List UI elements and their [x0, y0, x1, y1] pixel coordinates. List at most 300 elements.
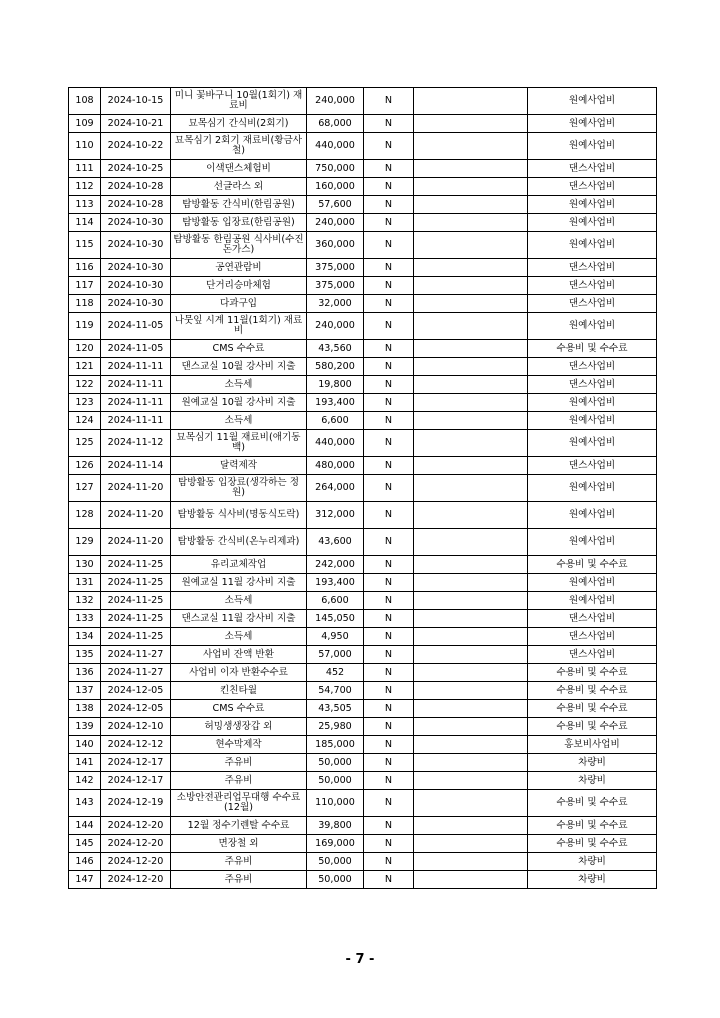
description-cell: 킨친타월 [171, 682, 307, 700]
flag-cell: N [364, 592, 414, 610]
table-row [69, 610, 657, 628]
date-cell: 2024-11-20 [101, 529, 171, 556]
description-cell: 댄스교실 10월 강사비 지출 [171, 358, 307, 376]
row-number: 136 [69, 664, 101, 682]
amount-cell: 110,000 [307, 790, 364, 817]
amount-cell: 240,000 [307, 313, 364, 340]
category-cell: 원예사업비 [528, 115, 657, 133]
date-cell: 2024-11-11 [101, 358, 171, 376]
date-cell: 2024-11-11 [101, 376, 171, 394]
flag-cell: N [364, 358, 414, 376]
date-cell: 2024-10-30 [101, 259, 171, 277]
row-number: 122 [69, 376, 101, 394]
flag-cell: N [364, 430, 414, 457]
description-cell: 나뭇잎 시계 11월(1회기) 재료비 [171, 313, 307, 340]
table-row [69, 835, 657, 853]
row-number: 129 [69, 529, 101, 556]
flag-cell: N [364, 736, 414, 754]
flag-cell: N [364, 394, 414, 412]
date-cell: 2024-11-25 [101, 574, 171, 592]
empty-cell [414, 160, 528, 178]
table-row [69, 736, 657, 754]
date-cell: 2024-11-25 [101, 610, 171, 628]
flag-cell: N [364, 196, 414, 214]
flag-cell: N [364, 457, 414, 475]
row-number: 133 [69, 610, 101, 628]
category-cell: 원예사업비 [528, 430, 657, 457]
row-number: 125 [69, 430, 101, 457]
category-cell: 원예사업비 [528, 475, 657, 502]
amount-cell: 43,560 [307, 340, 364, 358]
date-cell: 2024-10-15 [101, 88, 171, 115]
date-cell: 2024-10-21 [101, 115, 171, 133]
category-cell: 원예사업비 [528, 214, 657, 232]
empty-cell [414, 790, 528, 817]
description-cell: 선글라스 외 [171, 178, 307, 196]
row-number: 112 [69, 178, 101, 196]
date-cell: 2024-12-17 [101, 754, 171, 772]
table-row [69, 295, 657, 313]
row-number: 134 [69, 628, 101, 646]
row-number: 120 [69, 340, 101, 358]
category-cell: 댄스사업비 [528, 160, 657, 178]
table-row [69, 502, 657, 529]
category-cell: 댄스사업비 [528, 610, 657, 628]
category-cell: 댄스사업비 [528, 295, 657, 313]
category-cell: 수용비 및 수수료 [528, 817, 657, 835]
description-cell: 면장철 외 [171, 835, 307, 853]
empty-cell [414, 412, 528, 430]
table-row [69, 628, 657, 646]
amount-cell: 193,400 [307, 394, 364, 412]
amount-cell: 145,050 [307, 610, 364, 628]
date-cell: 2024-10-30 [101, 277, 171, 295]
flag-cell: N [364, 772, 414, 790]
date-cell: 2024-12-17 [101, 772, 171, 790]
description-cell: 허밍생생장갑 외 [171, 718, 307, 736]
empty-cell [414, 664, 528, 682]
description-cell: 다과구입 [171, 295, 307, 313]
description-cell: 사업비 이자 반환수수료 [171, 664, 307, 682]
flag-cell: N [364, 295, 414, 313]
description-cell: 달력제작 [171, 457, 307, 475]
empty-cell [414, 871, 528, 889]
date-cell: 2024-10-28 [101, 196, 171, 214]
description-cell: 탐방활동 식사비(명동식도락) [171, 502, 307, 529]
row-number: 138 [69, 700, 101, 718]
amount-cell: 68,000 [307, 115, 364, 133]
date-cell: 2024-12-19 [101, 790, 171, 817]
date-cell: 2024-10-30 [101, 295, 171, 313]
flag-cell: N [364, 115, 414, 133]
table-row [69, 376, 657, 394]
row-number: 144 [69, 817, 101, 835]
amount-cell: 242,000 [307, 556, 364, 574]
empty-cell [414, 754, 528, 772]
description-cell: 공연관람비 [171, 259, 307, 277]
amount-cell: 360,000 [307, 232, 364, 259]
amount-cell: 264,000 [307, 475, 364, 502]
row-number: 147 [69, 871, 101, 889]
amount-cell: 185,000 [307, 736, 364, 754]
date-cell: 2024-12-20 [101, 817, 171, 835]
row-number: 115 [69, 232, 101, 259]
amount-cell: 240,000 [307, 88, 364, 115]
table-row [69, 682, 657, 700]
date-cell: 2024-12-20 [101, 853, 171, 871]
description-cell: 현수막제작 [171, 736, 307, 754]
flag-cell: N [364, 412, 414, 430]
row-number: 130 [69, 556, 101, 574]
amount-cell: 440,000 [307, 430, 364, 457]
row-number: 124 [69, 412, 101, 430]
flag-cell: N [364, 232, 414, 259]
date-cell: 2024-10-30 [101, 232, 171, 259]
row-number: 142 [69, 772, 101, 790]
empty-cell [414, 736, 528, 754]
empty-cell [414, 358, 528, 376]
amount-cell: 580,200 [307, 358, 364, 376]
description-cell: 주유비 [171, 853, 307, 871]
row-number: 135 [69, 646, 101, 664]
empty-cell [414, 457, 528, 475]
row-number: 114 [69, 214, 101, 232]
row-number: 146 [69, 853, 101, 871]
amount-cell: 375,000 [307, 277, 364, 295]
description-cell: 미니 꽃바구니 10월(1회기) 재료비 [171, 88, 307, 115]
date-cell: 2024-12-05 [101, 700, 171, 718]
amount-cell: 6,600 [307, 592, 364, 610]
flag-cell: N [364, 502, 414, 529]
category-cell: 댄스사업비 [528, 628, 657, 646]
description-cell: 주유비 [171, 772, 307, 790]
flag-cell: N [364, 610, 414, 628]
table-row [69, 277, 657, 295]
amount-cell: 452 [307, 664, 364, 682]
date-cell: 2024-11-11 [101, 412, 171, 430]
category-cell: 원예사업비 [528, 232, 657, 259]
flag-cell: N [364, 664, 414, 682]
category-cell: 홍보비사업비 [528, 736, 657, 754]
table-row [69, 817, 657, 835]
amount-cell: 54,700 [307, 682, 364, 700]
amount-cell: 169,000 [307, 835, 364, 853]
category-cell: 수용비 및 수수료 [528, 718, 657, 736]
amount-cell: 312,000 [307, 502, 364, 529]
description-cell: 원예교실 10월 강사비 지출 [171, 394, 307, 412]
empty-cell [414, 196, 528, 214]
empty-cell [414, 574, 528, 592]
row-number: 145 [69, 835, 101, 853]
date-cell: 2024-11-05 [101, 340, 171, 358]
category-cell: 댄스사업비 [528, 178, 657, 196]
date-cell: 2024-10-25 [101, 160, 171, 178]
description-cell: 묘목심기 2회기 재료비(황금사철) [171, 133, 307, 160]
flag-cell: N [364, 871, 414, 889]
flag-cell: N [364, 214, 414, 232]
category-cell: 수용비 및 수수료 [528, 682, 657, 700]
description-cell: 소득세 [171, 376, 307, 394]
table-row [69, 700, 657, 718]
description-cell: 주유비 [171, 871, 307, 889]
date-cell: 2024-10-28 [101, 178, 171, 196]
table-row [69, 178, 657, 196]
category-cell: 수용비 및 수수료 [528, 556, 657, 574]
empty-cell [414, 259, 528, 277]
amount-cell: 57,600 [307, 196, 364, 214]
empty-cell [414, 646, 528, 664]
flag-cell: N [364, 853, 414, 871]
table-row [69, 232, 657, 259]
category-cell: 댄스사업비 [528, 259, 657, 277]
row-number: 111 [69, 160, 101, 178]
empty-cell [414, 430, 528, 457]
empty-cell [414, 610, 528, 628]
flag-cell: N [364, 835, 414, 853]
expense-ledger-table [68, 87, 657, 889]
category-cell: 원예사업비 [528, 88, 657, 115]
category-cell: 수용비 및 수수료 [528, 340, 657, 358]
amount-cell: 50,000 [307, 772, 364, 790]
flag-cell: N [364, 259, 414, 277]
date-cell: 2024-12-10 [101, 718, 171, 736]
row-number: 131 [69, 574, 101, 592]
flag-cell: N [364, 790, 414, 817]
row-number: 117 [69, 277, 101, 295]
empty-cell [414, 214, 528, 232]
category-cell: 원예사업비 [528, 502, 657, 529]
empty-cell [414, 88, 528, 115]
table-row [69, 754, 657, 772]
flag-cell: N [364, 277, 414, 295]
empty-cell [414, 313, 528, 340]
flag-cell: N [364, 682, 414, 700]
category-cell: 차량비 [528, 853, 657, 871]
flag-cell: N [364, 529, 414, 556]
amount-cell: 440,000 [307, 133, 364, 160]
date-cell: 2024-11-20 [101, 475, 171, 502]
category-cell: 원예사업비 [528, 412, 657, 430]
empty-cell [414, 376, 528, 394]
description-cell: CMS 수수료 [171, 700, 307, 718]
category-cell: 원예사업비 [528, 133, 657, 160]
empty-cell [414, 835, 528, 853]
table-row [69, 313, 657, 340]
flag-cell: N [364, 718, 414, 736]
table-row [69, 853, 657, 871]
flag-cell: N [364, 475, 414, 502]
description-cell: 유리교체작업 [171, 556, 307, 574]
amount-cell: 39,800 [307, 817, 364, 835]
date-cell: 2024-10-22 [101, 133, 171, 160]
date-cell: 2024-11-14 [101, 457, 171, 475]
date-cell: 2024-11-12 [101, 430, 171, 457]
flag-cell: N [364, 88, 414, 115]
description-cell: 단거리승마체험 [171, 277, 307, 295]
empty-cell [414, 772, 528, 790]
date-cell: 2024-11-11 [101, 394, 171, 412]
table-row [69, 475, 657, 502]
empty-cell [414, 295, 528, 313]
amount-cell: 193,400 [307, 574, 364, 592]
description-cell: 탐방활동 입장료(한림공원) [171, 214, 307, 232]
amount-cell: 375,000 [307, 259, 364, 277]
description-cell: CMS 수수료 [171, 340, 307, 358]
table-row [69, 664, 657, 682]
row-number: 109 [69, 115, 101, 133]
empty-cell [414, 115, 528, 133]
row-number: 108 [69, 88, 101, 115]
date-cell: 2024-11-27 [101, 664, 171, 682]
amount-cell: 32,000 [307, 295, 364, 313]
table-row [69, 88, 657, 115]
row-number: 137 [69, 682, 101, 700]
flag-cell: N [364, 817, 414, 835]
flag-cell: N [364, 700, 414, 718]
date-cell: 2024-10-30 [101, 214, 171, 232]
flag-cell: N [364, 556, 414, 574]
table-row [69, 196, 657, 214]
table-row [69, 790, 657, 817]
empty-cell [414, 502, 528, 529]
description-cell: 댄스교실 11월 강사비 지출 [171, 610, 307, 628]
empty-cell [414, 475, 528, 502]
description-cell: 12월 정수기렌탈 수수료 [171, 817, 307, 835]
table-row [69, 430, 657, 457]
description-cell: 묘목심기 11월 재료비(애기동백) [171, 430, 307, 457]
table-row [69, 115, 657, 133]
flag-cell: N [364, 133, 414, 160]
category-cell: 원예사업비 [528, 313, 657, 340]
date-cell: 2024-11-20 [101, 502, 171, 529]
flag-cell: N [364, 313, 414, 340]
amount-cell: 4,950 [307, 628, 364, 646]
empty-cell [414, 277, 528, 295]
category-cell: 수용비 및 수수료 [528, 790, 657, 817]
amount-cell: 43,600 [307, 529, 364, 556]
table-row [69, 214, 657, 232]
row-number: 140 [69, 736, 101, 754]
table-row [69, 259, 657, 277]
date-cell: 2024-11-27 [101, 646, 171, 664]
category-cell: 댄스사업비 [528, 376, 657, 394]
flag-cell: N [364, 628, 414, 646]
date-cell: 2024-11-25 [101, 592, 171, 610]
category-cell: 원예사업비 [528, 196, 657, 214]
flag-cell: N [364, 574, 414, 592]
amount-cell: 43,505 [307, 700, 364, 718]
flag-cell: N [364, 376, 414, 394]
category-cell: 수용비 및 수수료 [528, 700, 657, 718]
row-number: 128 [69, 502, 101, 529]
row-number: 127 [69, 475, 101, 502]
description-cell: 소득세 [171, 628, 307, 646]
category-cell: 차량비 [528, 772, 657, 790]
category-cell: 댄스사업비 [528, 457, 657, 475]
amount-cell: 50,000 [307, 871, 364, 889]
description-cell: 주유비 [171, 754, 307, 772]
table-row [69, 340, 657, 358]
page-number: - 7 - [345, 952, 375, 967]
amount-cell: 19,800 [307, 376, 364, 394]
empty-cell [414, 682, 528, 700]
table-row [69, 871, 657, 889]
row-number: 119 [69, 313, 101, 340]
flag-cell: N [364, 178, 414, 196]
description-cell: 원예교실 11월 강사비 지출 [171, 574, 307, 592]
amount-cell: 25,980 [307, 718, 364, 736]
date-cell: 2024-11-25 [101, 628, 171, 646]
flag-cell: N [364, 754, 414, 772]
amount-cell: 50,000 [307, 853, 364, 871]
empty-cell [414, 817, 528, 835]
table-row [69, 358, 657, 376]
table-row [69, 772, 657, 790]
date-cell: 2024-11-25 [101, 556, 171, 574]
row-number: 139 [69, 718, 101, 736]
empty-cell [414, 556, 528, 574]
row-number: 116 [69, 259, 101, 277]
category-cell: 차량비 [528, 754, 657, 772]
table-row [69, 394, 657, 412]
description-cell: 묘목심기 간식비(2회기) [171, 115, 307, 133]
flag-cell: N [364, 160, 414, 178]
amount-cell: 57,000 [307, 646, 364, 664]
amount-cell: 750,000 [307, 160, 364, 178]
table-row [69, 646, 657, 664]
date-cell: 2024-12-05 [101, 682, 171, 700]
row-number: 143 [69, 790, 101, 817]
row-number: 121 [69, 358, 101, 376]
category-cell: 댄스사업비 [528, 358, 657, 376]
empty-cell [414, 700, 528, 718]
category-cell: 원예사업비 [528, 574, 657, 592]
description-cell: 탐방활동 간식비(온누리제과) [171, 529, 307, 556]
flag-cell: N [364, 646, 414, 664]
row-number: 126 [69, 457, 101, 475]
description-cell: 탐방활동 한림공원 식사비(수진돈가스) [171, 232, 307, 259]
table-row [69, 718, 657, 736]
date-cell: 2024-12-12 [101, 736, 171, 754]
description-cell: 소방안전관리업무대행 수수료(12월) [171, 790, 307, 817]
empty-cell [414, 178, 528, 196]
row-number: 110 [69, 133, 101, 160]
amount-cell: 6,600 [307, 412, 364, 430]
empty-cell [414, 340, 528, 358]
row-number: 113 [69, 196, 101, 214]
date-cell: 2024-12-20 [101, 871, 171, 889]
category-cell: 수용비 및 수수료 [528, 664, 657, 682]
category-cell: 원예사업비 [528, 394, 657, 412]
description-cell: 소득세 [171, 592, 307, 610]
empty-cell [414, 592, 528, 610]
empty-cell [414, 853, 528, 871]
row-number: 141 [69, 754, 101, 772]
category-cell: 댄스사업비 [528, 646, 657, 664]
amount-cell: 50,000 [307, 754, 364, 772]
empty-cell [414, 718, 528, 736]
table-row [69, 412, 657, 430]
category-cell: 원예사업비 [528, 592, 657, 610]
date-cell: 2024-12-20 [101, 835, 171, 853]
empty-cell [414, 133, 528, 160]
amount-cell: 480,000 [307, 457, 364, 475]
description-cell: 이색댄스체험비 [171, 160, 307, 178]
table-row [69, 556, 657, 574]
description-cell: 사업비 잔액 반환 [171, 646, 307, 664]
date-cell: 2024-11-05 [101, 313, 171, 340]
table-row [69, 133, 657, 160]
